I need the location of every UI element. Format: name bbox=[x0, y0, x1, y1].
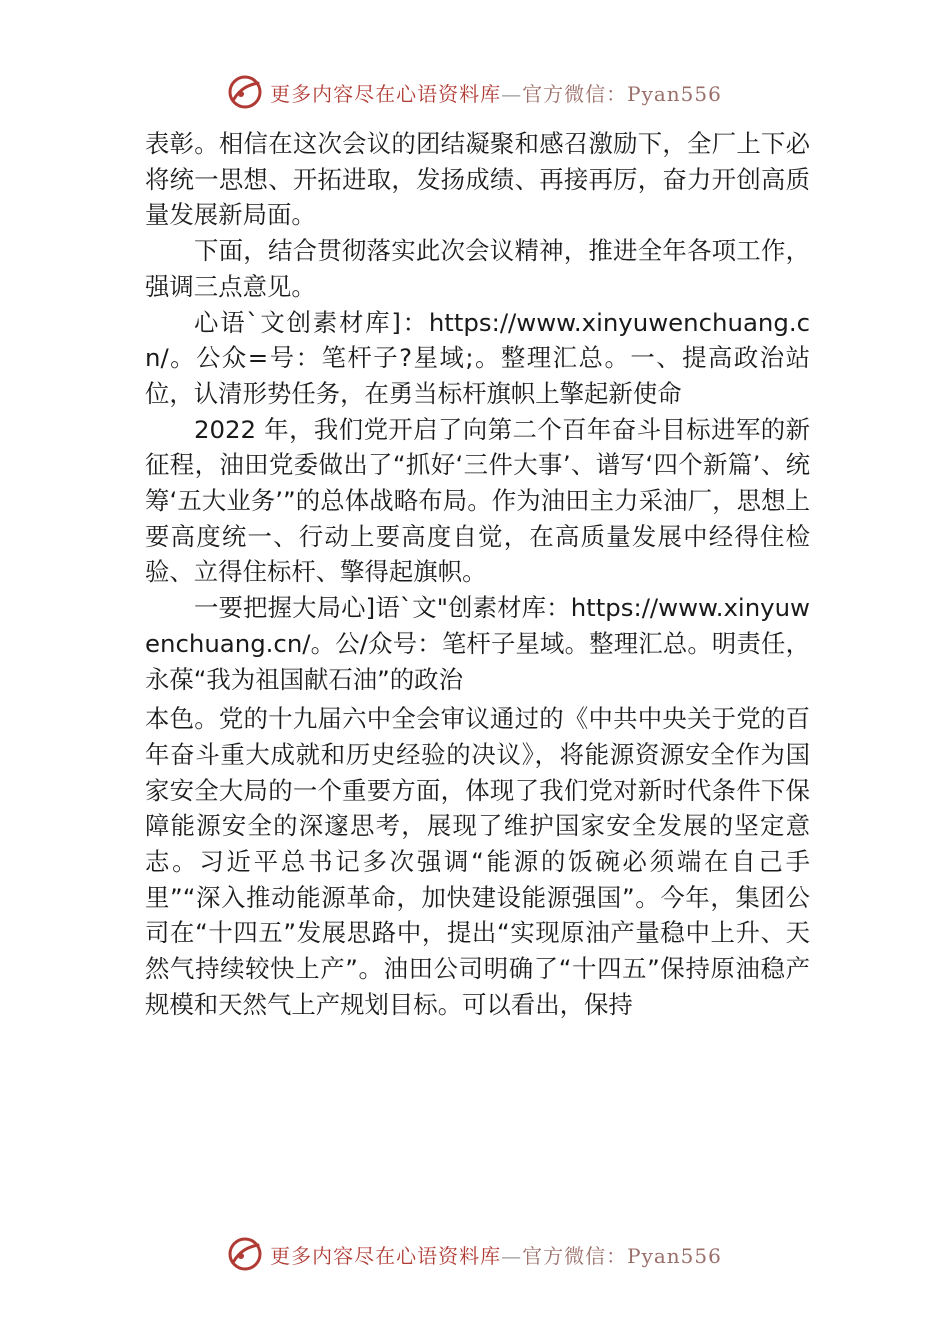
paragraph-2: 下面，结合贯彻落实此次会议精神，推进全年各项工作，强调三点意见。 bbox=[145, 236, 810, 301]
brand-logo-icon bbox=[228, 1237, 262, 1271]
paragraph-5: 一要把握大局心]语`文"创素材库：https://www.xinyuwenchuang.cn/。公/众号：笔杆子星域。整理汇总。明责任，永葆“我为祖国献石油”的政治 bbox=[145, 593, 810, 694]
banner-text: 更多内容尽在心语资料库—官方微信：Pyan556 bbox=[270, 81, 722, 106]
paragraph-1: 表彰。相信在这次会议的团结凝聚和感召激励下，全厂上下必将统一思想、开拓进取，发扬成绩、再接再厉，奋力开创高质量发展新局面。 bbox=[145, 129, 810, 230]
paragraph-6: 本色。党的十九届六中全会审议通过的《中共中央关于党的百年奋斗重大成就和历史经验的决议》，将能源资源安全作为国家安全大局的一个重要方面，体现了我们党对新时代条件下保障能源安全的深邃思考，展现了维护国家安全发展的坚定意志。习近平总书记多次强调“能源的饭碗必须端在自己手里”“深入推动能源革命，加快建设能源强国”。今年，集团公司在“十四五”发展思路中，提出“实现原油产量稳中上升、天然气持续较快上产”。油田公司明确了“十四五”保持原油稳产规模和天然气上产规划目标。可以看出，保持 bbox=[145, 704, 810, 1019]
paragraph-3: 心语`文创素材库]：https://www.xinyuwenchuang.cn/。公众=号：笔杆子?星域;。整理汇总。一、提高政治站位，认清形势任务，在勇当标杆旗帜上擎起新使命 bbox=[145, 307, 810, 408]
brand-logo-icon bbox=[228, 75, 262, 109]
footer-banner bbox=[0, 1232, 950, 1276]
header-banner bbox=[0, 70, 950, 114]
banner-text: 更多内容尽在心语资料库—官方微信：Pyan556 bbox=[270, 1243, 722, 1268]
document-body bbox=[145, 126, 810, 1023]
paragraph-4: 2022 年，我们党开启了向第二个百年奋斗目标进军的新征程，油田党委做出了“抓好‘三件大事’、谱写‘四个新篇’、统筹‘五大业务’”的总体战略布局。作为油田主力采油厂，思想上要高度统一、行动上要高度自觉，在高质量发展中经得住检验、立得住标杆、擎得起旗帜。 bbox=[145, 414, 810, 587]
